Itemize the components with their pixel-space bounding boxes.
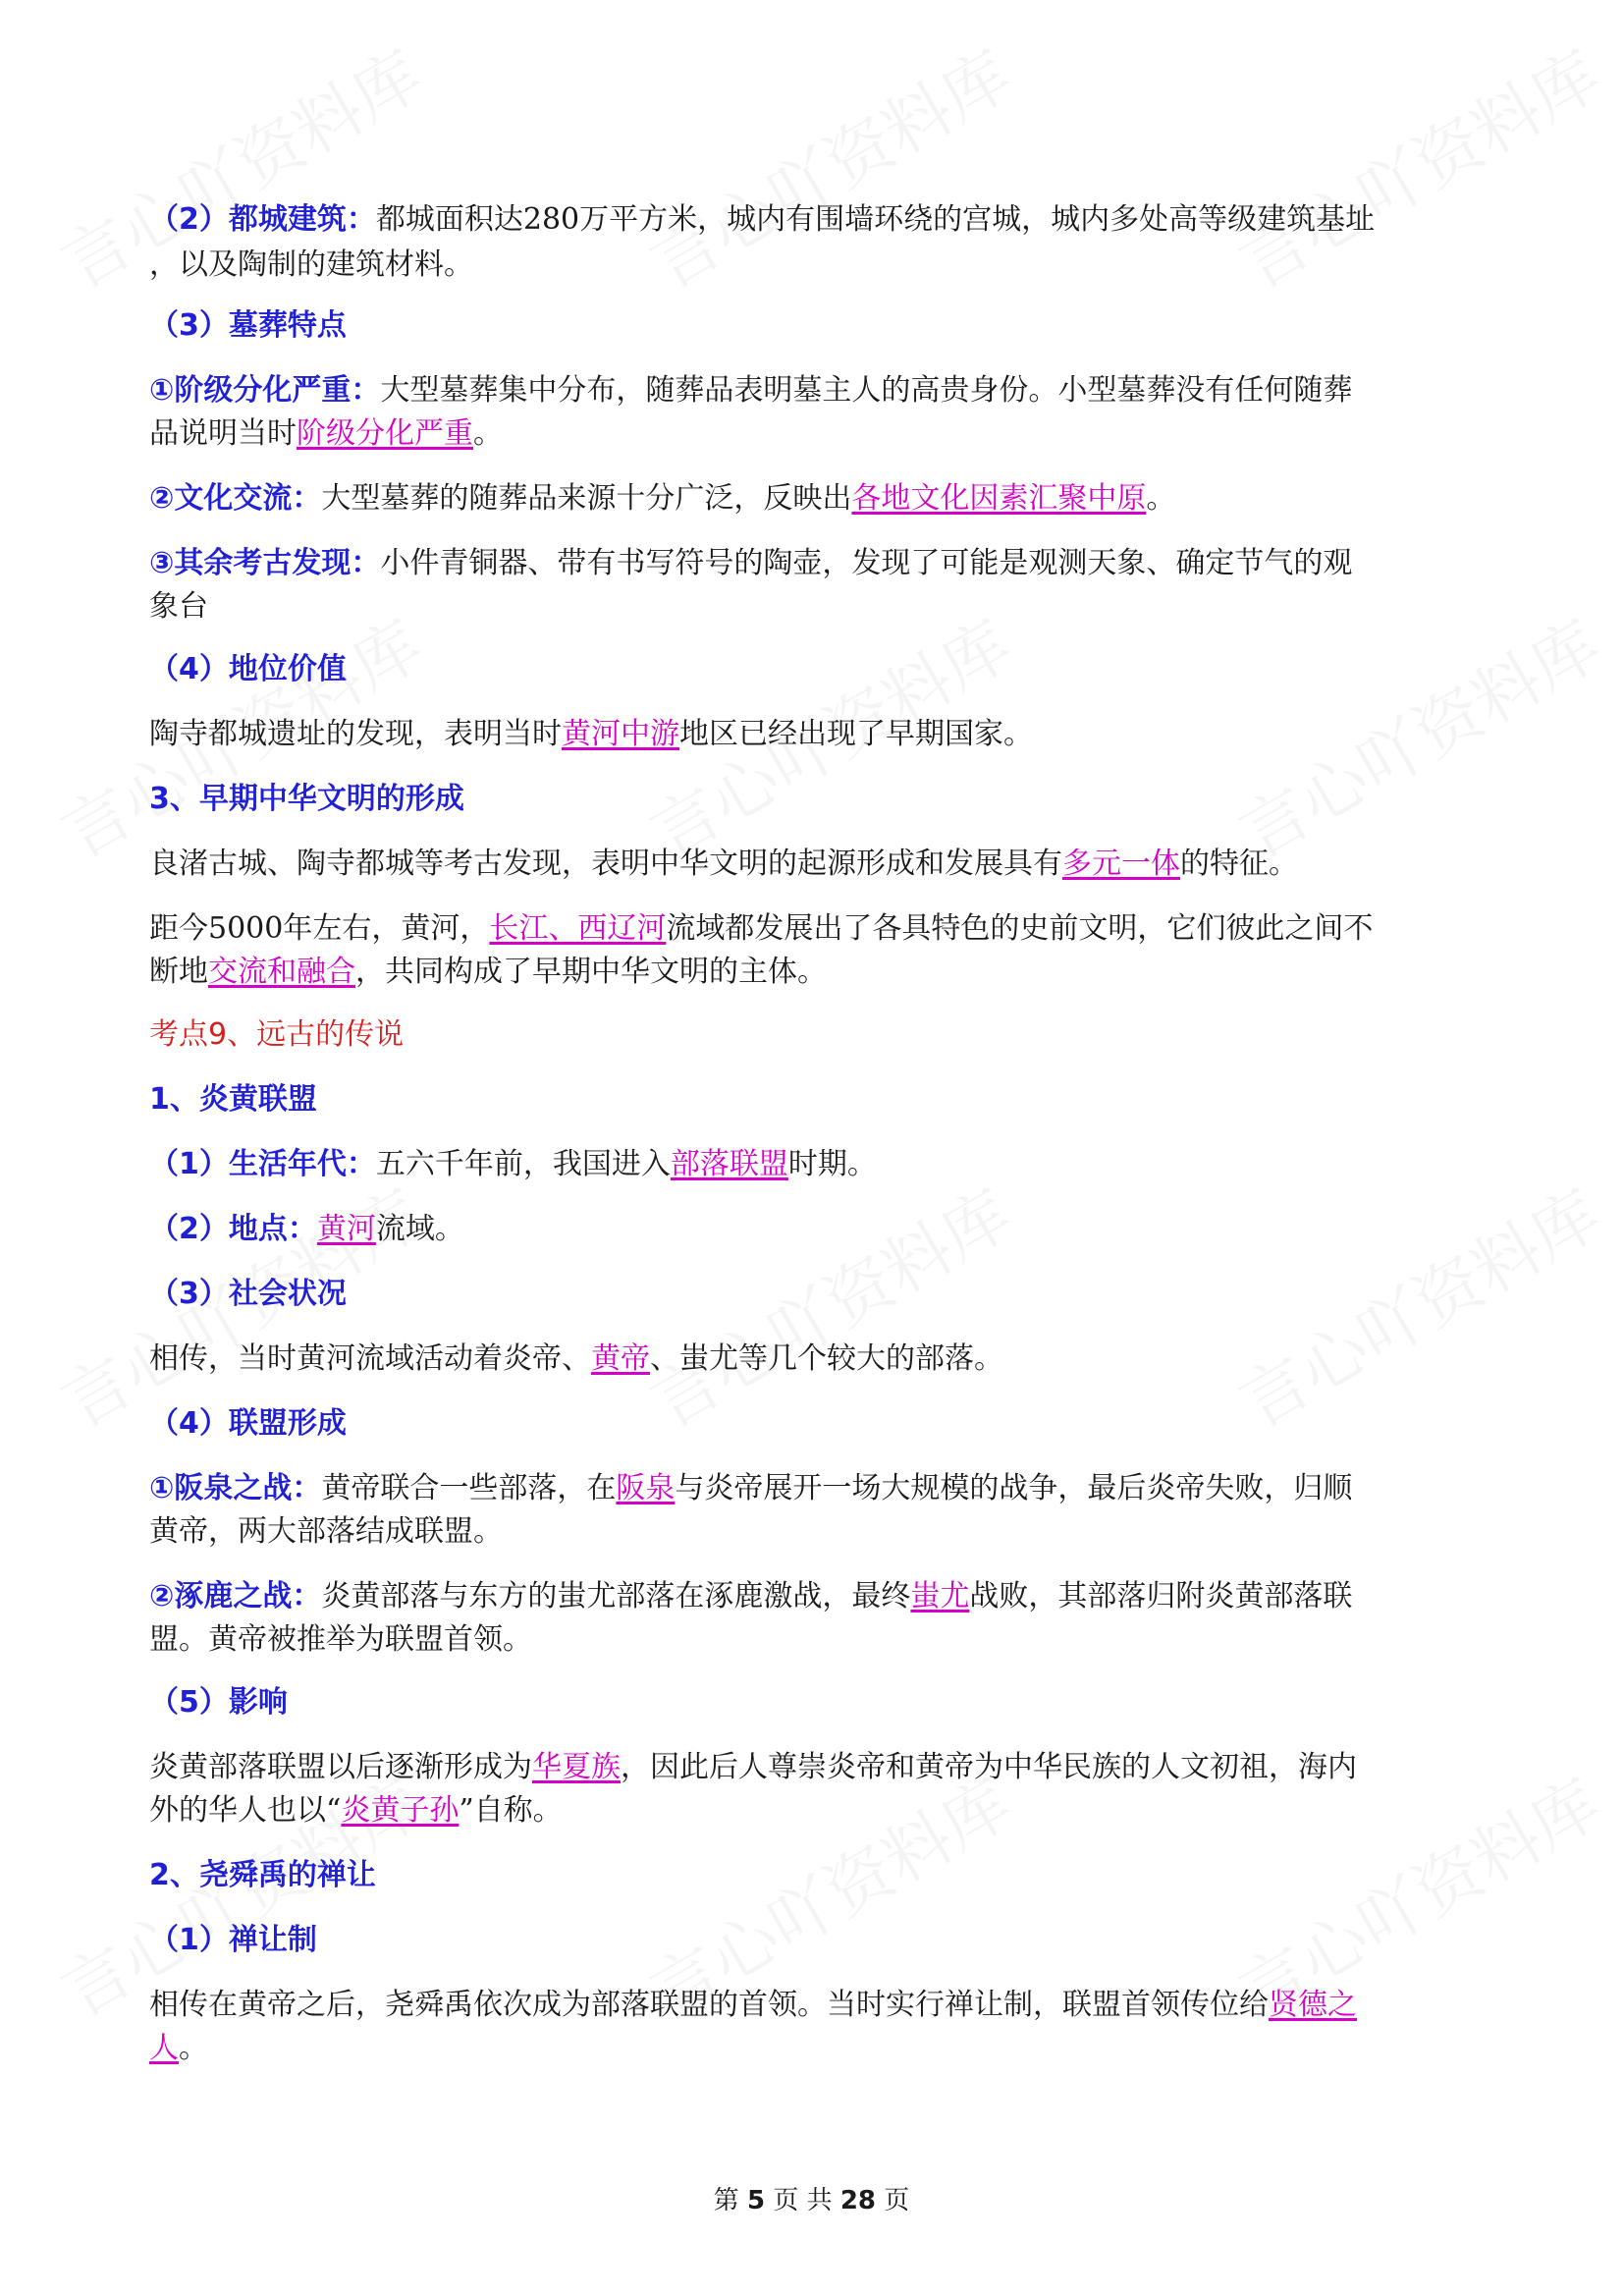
text: 。 [473,416,503,451]
page-footer [0,2180,1623,2216]
term-label: （2）地点： [149,1212,317,1246]
text: 流域。 [375,1212,464,1246]
term-label: ②涿鹿之战： [149,1579,322,1613]
paragraph [149,198,1494,242]
key-term: 人 [149,2031,179,2065]
text: 战败，其部落归附炎黄部落联 [969,1579,1353,1613]
term-label: （2）都城建筑： [149,202,376,237]
term-label: ①阶级分化严重： [149,373,381,408]
paragraph [149,1338,1494,1381]
paragraph [149,843,1494,886]
subheading: （4）地位价值 [149,652,347,686]
footer-text: 第 [713,2186,739,2215]
topic-heading: 考点9、远古的传说 [149,1017,405,1052]
text: 。 [179,2031,208,2065]
text: 大型墓葬的随葬品来源十分广泛，反映出 [321,481,852,516]
key-term: 交流和融合 [208,955,355,989]
key-term: 黄河 [316,1212,376,1246]
term-label: （1）生活年代： [149,1147,376,1181]
paragraph [149,907,1494,951]
key-term: 阪泉 [616,1471,676,1505]
subheading: （3）社会状况 [149,1277,347,1311]
paragraph [149,1143,1494,1186]
text: 相传在黄帝之后，尧舜禹依次成为部落联盟的首领。当时实行禅让制，联盟首领传位给 [149,1988,1269,2022]
key-term: 贤德之 [1269,1988,1357,2022]
text: 流域都发展出了各具特色的史前文明，它们彼此之间不 [666,911,1374,946]
paragraph [149,1789,1494,1832]
section-heading: 1、炎黄联盟 [149,1082,317,1117]
key-term: 黄帝 [591,1341,650,1376]
section-heading: 2、尧舜禹的禅让 [149,1858,376,1892]
text: 外的华人也以“ [149,1793,342,1828]
text: 相传，当时黄河流域活动着炎帝、 [149,1341,591,1376]
page-number: 5 [746,2186,766,2215]
page-total: 28 [839,2186,877,2215]
paragraph [149,412,1494,456]
text: 炎黄部落与东方的蚩尤部落在涿鹿激战，最终 [321,1579,911,1613]
subheading: （4）联盟形成 [149,1406,347,1441]
key-term: 蚩尤 [910,1579,970,1613]
text: 炎黄部落联盟以后逐渐形成为 [149,1750,532,1784]
key-term: 炎黄子孙 [341,1793,460,1828]
paragraph [149,369,1494,412]
paragraph [149,1575,1494,1618]
text: ，因此后人尊崇炎帝和黄帝为中华民族的人文初祖，海内 [621,1750,1357,1784]
paragraph [149,1510,1494,1554]
text: 。 [1146,481,1176,516]
subheading: （5）影响 [149,1685,288,1720]
term-label: ①阪泉之战： [149,1471,322,1505]
key-term: 黄河中游 [562,717,679,751]
text: 象台 [149,589,208,624]
key-term: 长江、西辽河 [489,911,667,946]
section-heading: 3、早期中华文明的形成 [149,782,464,816]
key-term: 阶级分化严重 [297,416,473,451]
text: 断地 [149,955,208,989]
paragraph [149,2027,1494,2070]
text: 地区已经出现了早期国家。 [679,717,1033,751]
text: 距今5000年左右，黄河， [149,911,490,946]
paragraph [149,477,1494,520]
text: 五六千年前，我国进入 [375,1147,671,1181]
paragraph [149,951,1494,994]
footer-text: 页 [884,2186,910,2215]
paragraph [149,585,1494,629]
text: 陶寺都城遗址的发现，表明当时 [149,717,562,751]
text: ，共同构成了早期中华文明的主体。 [355,955,827,989]
text: 黄帝，两大部落结成联盟。 [149,1514,503,1549]
paragraph [149,1746,1494,1789]
term-label: ③其余考古发现： [149,546,381,580]
term-label: ②文化交流： [149,481,322,516]
text: 良渚古城、陶寺都城等考古发现，表明中华文明的起源形成和发展具有 [149,847,1062,881]
paragraph [149,1467,1494,1510]
paragraph [149,244,1494,287]
text: 小件青铜器、带有书写符号的陶壶，发现了可能是观测天象、确定节气的观 [380,546,1353,580]
text: 与炎帝展开一场大规模的战争，最后炎帝失败，归顺 [675,1471,1353,1505]
text: ，以及陶制的建筑材料。 [149,247,473,282]
footer-text: 页 共 [773,2186,833,2215]
paragraph [149,1208,1494,1251]
text: 大型墓葬集中分布，随葬品表明墓主人的高贵身份。小型墓葬没有任何随葬 [380,373,1353,408]
text: 盟。黄帝被推举为联盟首领。 [149,1622,532,1657]
text: 都城面积达280万平方米，城内有围墙环绕的宫城，城内多处高等级建筑基址 [375,202,1376,237]
paragraph [149,1984,1494,2027]
text: 的特征。 [1180,847,1298,881]
key-term: 多元一体 [1062,847,1180,881]
text: 时期。 [787,1147,877,1181]
subheading: （1）禅让制 [149,1923,317,1957]
text: ”自称。 [459,1793,563,1828]
paragraph [149,713,1494,756]
text: 、蚩尤等几个较大的部落。 [650,1341,1003,1376]
paragraph [149,542,1494,585]
text: 黄帝联合一些部落，在 [321,1471,617,1505]
key-term: 各地文化因素汇聚中原 [851,481,1147,516]
text: 品说明当时 [149,416,297,451]
paragraph [149,1618,1494,1662]
key-term: 部落联盟 [670,1147,788,1181]
subheading: （3）墓葬特点 [149,308,347,343]
key-term: 华夏族 [532,1750,621,1784]
